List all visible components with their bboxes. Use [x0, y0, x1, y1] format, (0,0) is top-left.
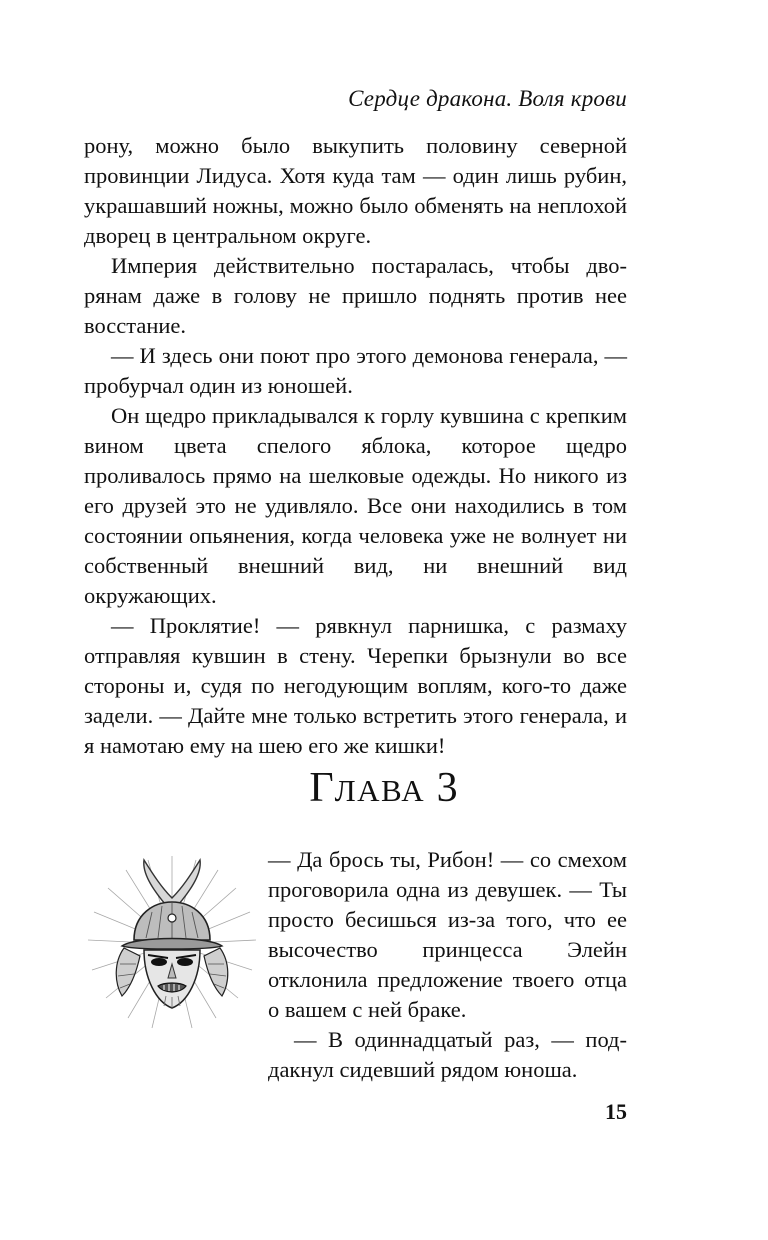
running-header: Сердце дракона. Воля крови	[348, 86, 627, 111]
paragraph: — И здесь они поют про этого демонова генерала, — пробурчал один из юношей.	[84, 343, 627, 398]
paragraph: — Да брось ты, Рибон! — со смехом проговорила одна из девушек. — Ты просто бесишься из-за того, что ее высочество принцесса Элейн отклонила предложение твоего отца о вашем с ней браке.	[268, 847, 627, 1022]
paragraph: — Проклятие! — рявкнул парнишка, с размаху отправляя кувшин в стену. Черепки брызнули во все стороны и, судя по негодующим воплям, кого-то даже задели. — Дайте мне только встретить этого генерала, и я намотаю ему на шею его же кишки!	[84, 613, 627, 758]
paragraph: Он щедро прикладывался к горлу кувшина с крепким вином цвета спелого яблока, которое щедро проливалось прямо на шелковые одежды. Но никого из его друзей это не удивляло. Все они находились в том состоянии опьянения, когда человека уже не волнует ни собственный внешний вид, ни внешний вид окружающих.	[84, 403, 627, 608]
samurai-helmet-icon	[84, 852, 260, 1032]
paragraph: Империя действительно постаралась, чтобы дворянам даже в голову не пришло поднять против нее восстание.	[84, 253, 627, 338]
chapter-title-initial: Г	[309, 765, 335, 811]
paragraph: — В одиннадцатый раз, — поддакнул сидевший рядом юноша.	[268, 1027, 627, 1082]
main-text	[84, 131, 627, 761]
page-number: 15	[605, 1099, 627, 1124]
chapter-number: 3	[436, 765, 459, 811]
chapter-text	[268, 845, 627, 1085]
paragraph: рону, можно было выкупить половину северной провинции Лидуса. Хотя куда там — один лишь рубин, украшавший ножны, можно было обменять на неплохой дворец в центральном округе.	[84, 133, 627, 248]
chapter-title	[0, 764, 768, 812]
chapter-title-word: ЛАВА	[334, 773, 426, 808]
